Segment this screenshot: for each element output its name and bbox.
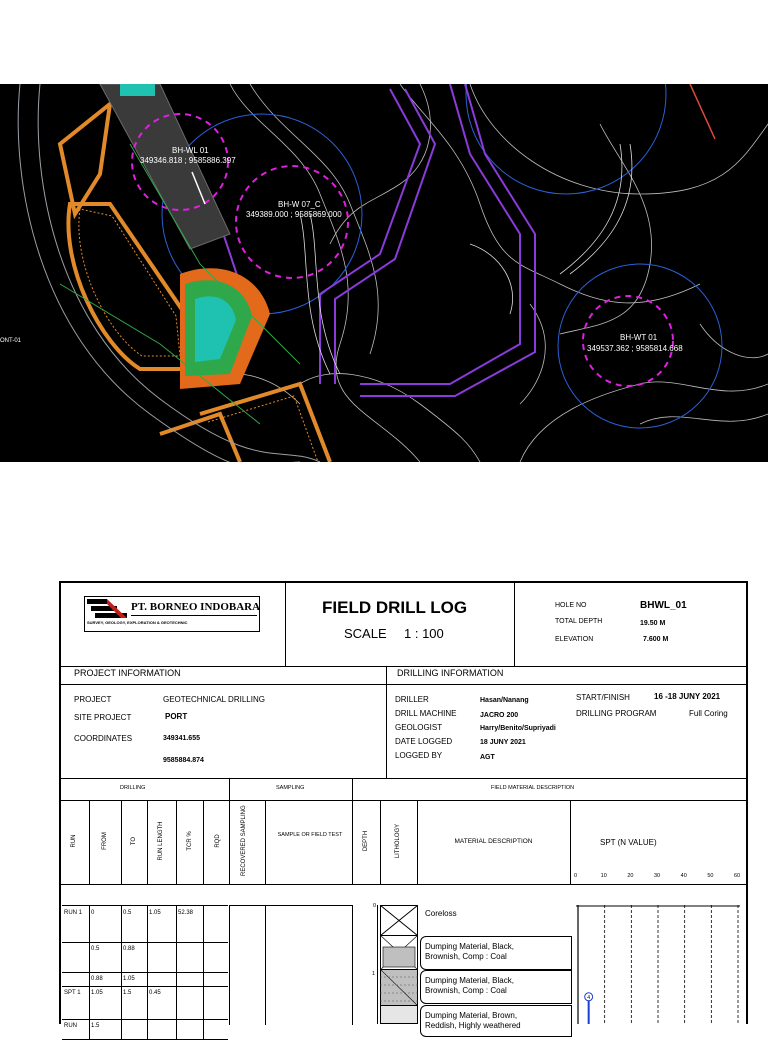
col-div-352 — [352, 778, 353, 884]
col-run-length: RUN LENGTH — [158, 821, 164, 861]
line-884 — [59, 884, 747, 885]
col-spt: SPT (N VALUE) — [600, 838, 657, 847]
logged-value: AGT — [480, 754, 495, 761]
cell-tcr: 52.38 — [178, 910, 194, 916]
elevation-label: ELEVATION — [555, 636, 594, 643]
map-label-edge: ONT-01 — [0, 338, 22, 344]
logo-mark-icon — [87, 599, 127, 621]
col-to: TO — [131, 836, 137, 846]
page-title: FIELD DRILL LOG — [322, 598, 468, 617]
machine-value: JACRO 200 — [480, 712, 519, 719]
col-div-265 — [265, 800, 266, 884]
coord-x: 349341.655 — [163, 735, 200, 742]
col-div-229 — [229, 778, 230, 884]
drilling-rows — [62, 905, 228, 1029]
col-recovered: RECOVERED SAMPLING — [241, 805, 247, 876]
start-label: START/FINISH — [576, 693, 630, 702]
project-value: GEOTECHNICAL DRILLING — [163, 695, 265, 704]
col-div-570 — [570, 800, 571, 884]
cell-to: 1.5 — [123, 990, 132, 996]
cell-to: 0.88 — [123, 946, 135, 952]
cell-to: 0.5 — [123, 910, 132, 916]
logged-label: LOGGED BY — [395, 751, 443, 760]
col-div-203 — [203, 800, 204, 884]
cell-run: RUN 1 — [64, 910, 83, 916]
material-box-1 — [420, 936, 572, 970]
elevation-value: 7.600 M — [643, 636, 669, 643]
line-778 — [59, 778, 747, 779]
table-row — [62, 942, 228, 973]
table-row — [62, 1019, 228, 1040]
cell-run-length: 0.45 — [149, 990, 161, 996]
cell-from: 0.5 — [91, 946, 100, 952]
col-div-176 — [176, 800, 177, 884]
map-label-bhwt01-coords: 349537.362 ; 9585814.668 — [587, 344, 683, 353]
material-1: Dumping Material, Black, Brownish, Comp : Coal — [425, 942, 514, 961]
cell-from: 1.5 — [91, 1023, 100, 1029]
spt-plot — [576, 905, 742, 1024]
col-rqd: RQD — [215, 834, 221, 848]
col-tcr: TCR % — [187, 831, 193, 851]
cell-run-length: 1.05 — [149, 910, 161, 916]
col-material: MATERIAL DESCRIPTION — [454, 838, 533, 845]
line-800 — [59, 800, 747, 801]
driller-label: DRILLER — [395, 695, 429, 704]
total-depth-label: TOTAL DEPTH — [555, 618, 603, 625]
scale-value: 1 : 100 — [404, 626, 444, 641]
geologist-value: Harry/Benito/Supriyadi — [480, 725, 556, 732]
material-2: Dumping Material, Black, Brownish, Comp : Coal — [425, 976, 514, 995]
material-box-3 — [420, 1005, 572, 1037]
table-row — [62, 906, 228, 943]
program-value: Full Coring — [689, 709, 728, 718]
map-label-bhwt01-name: BH-WT 01 — [620, 333, 658, 342]
cell-to: 1.05 — [123, 976, 135, 982]
map-label-bhwl01-name: BH-WL 01 — [172, 146, 209, 155]
program-label: DRILLING PROGRAM — [576, 709, 657, 718]
hole-no-label: HOLE NO — [555, 602, 587, 609]
site-label: SITE PROJECT — [74, 713, 132, 722]
logo-tagline: SURVEY, GEOLOGY, EXPLORATION & GEOTECHNIC — [87, 620, 188, 625]
date-value: 18 JUNY 2021 — [480, 739, 526, 746]
col-div-89 — [89, 800, 90, 884]
table-row — [62, 986, 228, 1020]
spt-tick-0: 0 — [574, 873, 578, 879]
scale-label: SCALE — [344, 626, 387, 641]
site-value: PORT — [165, 712, 188, 721]
group-sampling: SAMPLING — [276, 785, 305, 791]
map-label-bhw07c-name: BH-W 07_C — [278, 200, 321, 209]
cell-from: 1.05 — [91, 990, 103, 996]
lithology-column — [380, 905, 418, 1024]
col-div-147 — [147, 800, 148, 884]
info-divider — [386, 666, 387, 779]
group-drilling: DRILLING — [120, 785, 146, 791]
depth-mark-1: 1 — [372, 971, 376, 977]
cell-run: RUN — [64, 1023, 77, 1029]
depth-mark-0: 0 — [373, 903, 377, 909]
hole-no-value: BHWL_01 — [640, 600, 687, 611]
col-lithology: LITHOLOGY — [395, 823, 401, 859]
sampling-area — [229, 905, 353, 1025]
project-info-heading: PROJECT INFORMATION — [74, 668, 181, 678]
line-666 — [59, 666, 747, 667]
spt-tick-30: 30 — [654, 873, 661, 879]
table-row — [62, 972, 228, 987]
col-sample: SAMPLE OR FIELD TEST — [277, 832, 343, 838]
map-label-bhw07c-coords: 349389.000 ; 9585869.000 — [246, 210, 342, 219]
drilling-info-heading: DRILLING INFORMATION — [397, 668, 504, 678]
geologist-label: GEOLOGIST — [395, 723, 443, 732]
project-label: PROJECT — [74, 695, 112, 704]
col-from: FROM — [102, 832, 108, 850]
col-depth: DEPTH — [363, 830, 369, 852]
header-divider-2 — [514, 581, 515, 666]
cell-run: SPT 1 — [64, 990, 81, 996]
header-divider-1 — [285, 581, 286, 666]
driller-value: Hasan/Nanang — [480, 697, 529, 704]
border-left — [59, 581, 61, 1024]
spt-tick-50: 50 — [707, 873, 714, 879]
spt-tick-20: 20 — [627, 873, 634, 879]
material-0: Coreloss — [425, 909, 457, 918]
machine-label: DRILL MACHINE — [395, 709, 457, 718]
map-label-bhwl01-coords: 349346.818 ; 9585886.397 — [140, 156, 236, 165]
col-run: RUN — [71, 834, 77, 848]
cell-from: 0.88 — [91, 976, 103, 982]
company-logo — [84, 596, 260, 632]
group-field: FIELD MATERIAL DESCRIPTION — [491, 785, 575, 791]
border-top — [59, 581, 747, 583]
material-3: Dumping Material, Brown, Reddish, Highly weathered — [425, 1011, 521, 1030]
total-depth-value: 19.50 M — [640, 620, 666, 627]
coord-y: 9585884.874 — [163, 757, 204, 764]
coords-label: COORDINATES — [74, 734, 133, 743]
material-box-2 — [420, 970, 572, 1004]
cell-from: 0 — [91, 910, 95, 916]
date-label: DATE LOGGED — [395, 737, 453, 746]
spt-tick-40: 40 — [680, 873, 687, 879]
border-right — [746, 581, 748, 1024]
col-div-380 — [380, 800, 381, 884]
line-684 — [59, 684, 747, 685]
logo-company-name: PT. BORNEO INDOBARA — [131, 601, 261, 613]
col-div-121 — [121, 800, 122, 884]
spt-point-label: 4 — [587, 994, 591, 1001]
spt-tick-60: 60 — [734, 873, 741, 879]
spt-tick-10: 10 — [600, 873, 607, 879]
start-value: 16 -18 JUNY 2021 — [654, 692, 721, 701]
